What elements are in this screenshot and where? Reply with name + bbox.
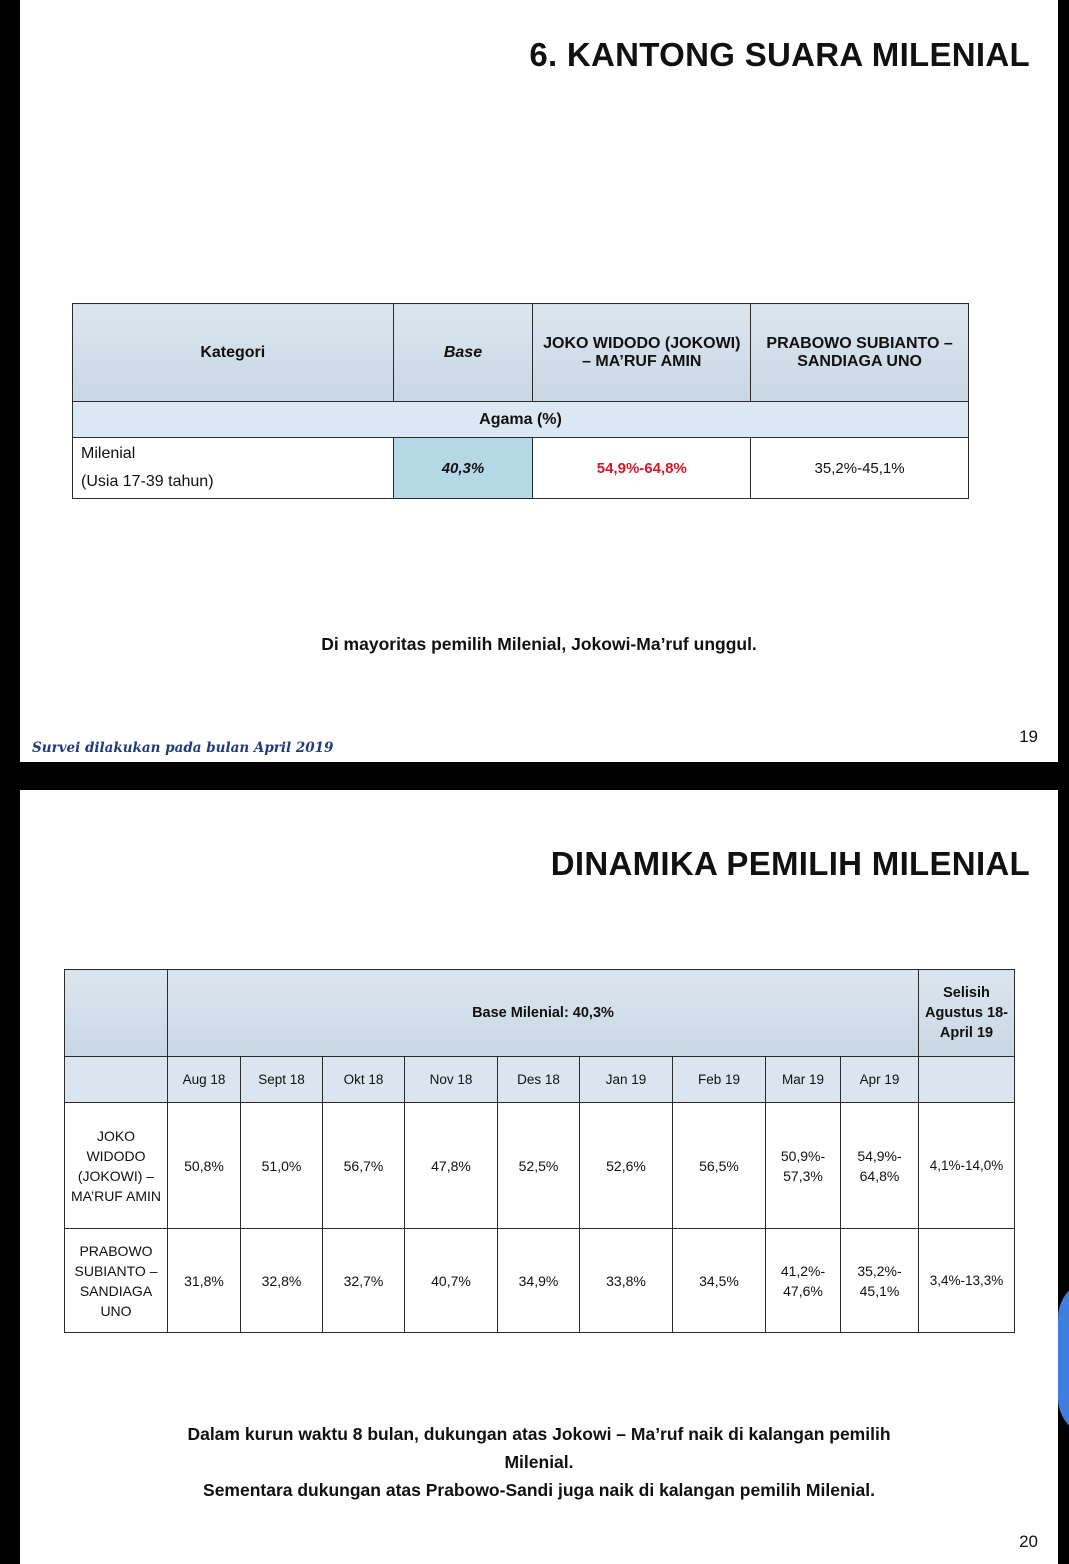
caption-line-3: Sementara dukungan atas Prabowo-Sandi juga naik di kalangan pemilih Milenial. (203, 1480, 875, 1500)
slide-20 (20, 790, 1058, 1564)
prabowo-value: 35,2%-45,1% (751, 438, 969, 499)
month-header: Okt 18 (323, 1057, 405, 1103)
row-label-line2: (Usia 17-39 tahun) (81, 473, 214, 490)
month-header: Aug 18 (168, 1057, 241, 1103)
dinamika-table (64, 969, 1015, 1333)
row-label-prabowo: PRABOWO SUBIANTO – SANDIAGA UNO (65, 1229, 168, 1333)
caption-line-1: Dalam kurun waktu 8 bulan, dukungan atas Jokowi – Ma’ruf naik di kalangan pemilih (187, 1424, 891, 1444)
table-row (65, 1229, 1015, 1333)
kantong-suara-table (72, 303, 969, 499)
slide-caption (20, 1420, 1058, 1504)
value-cell: 50,8% (168, 1103, 241, 1229)
month-header: Jan 19 (580, 1057, 673, 1103)
month-header: Feb 19 (673, 1057, 766, 1103)
value-cell: 51,0% (241, 1103, 323, 1229)
slide-title: DINAMIKA PEMILIH MILENIAL (550, 845, 1030, 882)
month-blank (65, 1057, 168, 1103)
selisih-cell: 3,4%-13,3% (919, 1229, 1015, 1333)
slide-19 (20, 0, 1058, 762)
header-prabowo: PRABOWO SUBIANTO – SANDIAGA UNO (751, 304, 969, 402)
value-cell: 56,7% (323, 1103, 405, 1229)
value-cell: 32,8% (241, 1229, 323, 1333)
slide-title: 6. KANTONG SUARA MILENIAL (529, 36, 1030, 73)
section-agama: Agama (%) (73, 402, 969, 438)
page-number: 20 (1019, 1532, 1038, 1551)
value-cell: 54,9%- 64,8% (841, 1103, 919, 1229)
row-label-jokowi: JOKO WIDODO (JOKOWI) – MA’RUF AMIN (65, 1103, 168, 1229)
header-base: Base (393, 304, 533, 402)
value-cell: 34,5% (673, 1229, 766, 1333)
value-cell: 41,2%- 47,6% (766, 1229, 841, 1333)
table-row (73, 438, 969, 499)
page-number: 19 (1019, 727, 1038, 746)
value-cell: 33,8% (580, 1229, 673, 1333)
survey-note: Survei dilakukan pada bulan April 2019 (32, 740, 334, 756)
header-blank (65, 970, 168, 1057)
value-cell: 52,5% (498, 1103, 580, 1229)
row-label-line1: Milenial (81, 445, 136, 462)
slide-caption: Di mayoritas pemilih Milenial, Jokowi-Ma’ruf unggul. (321, 634, 757, 654)
value-cell: 56,5% (673, 1103, 766, 1229)
month-header: Sept 18 (241, 1057, 323, 1103)
month-selisih-blank (919, 1057, 1015, 1103)
header-kategori: Kategori (73, 304, 394, 402)
month-header: Apr 19 (841, 1057, 919, 1103)
value-cell: 47,8% (405, 1103, 498, 1229)
table-row (65, 1103, 1015, 1229)
header-base-milenial: Base Milenial: 40,3% (168, 970, 919, 1057)
base-value: 40,3% (393, 438, 533, 499)
value-cell: 50,9%- 57,3% (766, 1103, 841, 1229)
row-label (73, 438, 394, 499)
jokowi-value: 54,9%-64,8% (533, 438, 751, 499)
value-cell: 34,9% (498, 1229, 580, 1333)
value-cell: 32,7% (323, 1229, 405, 1333)
value-cell: 31,8% (168, 1229, 241, 1333)
header-selisih: Selisih Agustus 18-April 19 (919, 970, 1015, 1057)
value-cell: 52,6% (580, 1103, 673, 1229)
blue-edge-decoration (1058, 1278, 1069, 1438)
caption-line-2: Milenial. (504, 1452, 574, 1472)
selisih-cell: 4,1%-14,0% (919, 1103, 1015, 1229)
month-header: Mar 19 (766, 1057, 841, 1103)
months-row (65, 1057, 1015, 1103)
value-cell: 40,7% (405, 1229, 498, 1333)
month-header: Des 18 (498, 1057, 580, 1103)
month-header: Nov 18 (405, 1057, 498, 1103)
header-jokowi: JOKO WIDODO (JOKOWI) – MA’RUF AMIN (533, 304, 751, 402)
value-cell: 35,2%- 45,1% (841, 1229, 919, 1333)
